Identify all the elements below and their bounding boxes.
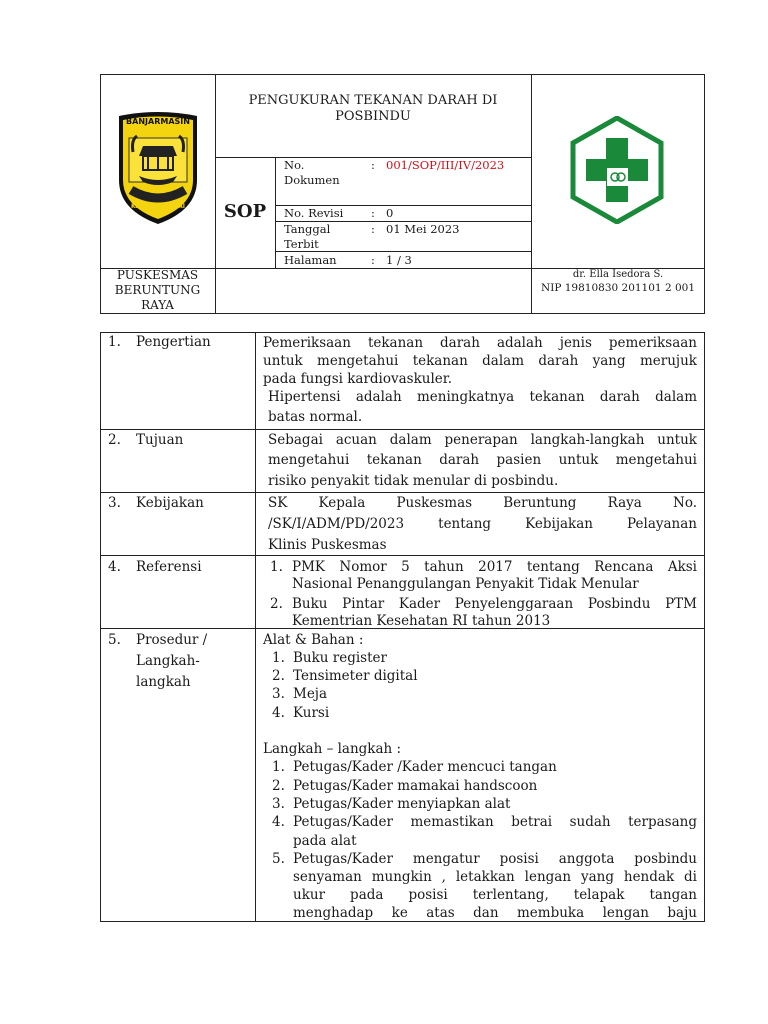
field-label: Halaman xyxy=(284,253,337,267)
section-line: Klinis Puskesmas xyxy=(268,537,387,553)
health-logo xyxy=(570,116,664,224)
revision-value: 0 xyxy=(386,206,394,220)
step-line: Petugas/Kader /Kader mencuci tangan xyxy=(293,759,557,775)
field-sep: : xyxy=(371,158,375,172)
org-name-line2: BERUNTUNG xyxy=(114,283,201,297)
list-item: Kementrian Kesehatan RI tahun 2013 xyxy=(292,613,551,629)
field-label: Tanggal xyxy=(284,222,331,236)
step-line: pada alat xyxy=(293,833,357,849)
field-label: No. xyxy=(284,158,305,172)
list-item: Buku register xyxy=(293,650,387,666)
field-label: Dokumen xyxy=(284,173,340,187)
org-name-line3: RAYA xyxy=(141,298,174,312)
logo-top-text: BANJARMASIN xyxy=(126,117,190,126)
list-item: Meja xyxy=(293,686,328,702)
tools-heading: Alat & Bahan : xyxy=(263,632,364,648)
field-sep: : xyxy=(371,253,375,267)
list-item: Kursi xyxy=(293,705,330,721)
section-number: 4. xyxy=(108,559,121,575)
section-line: /SK/I/ADM/PD/2023 tentang Kebijakan Pelayanan xyxy=(268,516,697,532)
list-number: 1. xyxy=(270,559,283,575)
section-title: Pengertian xyxy=(136,334,211,350)
list-number: 5. xyxy=(272,851,285,867)
signer-name: dr. Ella Isedora S. xyxy=(572,269,664,280)
section-line: mengetahui tekanan darah pasien untuk mengetahui xyxy=(268,452,697,468)
section-title: Langkah- xyxy=(136,653,200,669)
step-line: Petugas/Kader menyiapkan alat xyxy=(293,796,511,812)
field-sep: : xyxy=(371,206,375,220)
section-line: batas normal. xyxy=(268,409,363,425)
section-title: Prosedur / xyxy=(136,632,208,648)
list-item: Buku Pintar Kader Penyelenggaraan Posbindu PTM xyxy=(292,596,697,612)
section-line: SK Kepala Puskesmas Beruntung Raya No. xyxy=(268,495,697,511)
section-line: Hipertensi adalah meningkatnya tekanan darah dalam xyxy=(268,389,697,405)
list-number: 4. xyxy=(272,814,285,830)
list-item: PMK Nomor 5 tahun 2017 tentang Rencana Aksi xyxy=(292,559,697,575)
section-number: 5. xyxy=(108,632,121,648)
city-logo xyxy=(113,110,203,228)
list-item: Tensimeter digital xyxy=(293,668,418,684)
step-line: senyaman mungkin , letakkan lengan yang hendak di xyxy=(293,869,697,885)
list-number: 1. xyxy=(272,759,285,775)
section-title: Referensi xyxy=(136,559,202,575)
list-number: 3. xyxy=(272,686,285,702)
section-number: 1. xyxy=(108,334,121,350)
step-line: ukur pada posisi terlentang, telapak tangan xyxy=(293,887,697,903)
page-value: 1 / 3 xyxy=(386,253,412,267)
section-number: 2. xyxy=(108,432,121,448)
section-line: risiko penyakit tidak menular di posbindu. xyxy=(268,473,559,489)
step-line: menghadap ke atas dan membuka lengan baju xyxy=(293,905,697,921)
list-number: 1. xyxy=(272,650,285,666)
logo-bottom-text: KAYUH BAIMBAI xyxy=(131,203,185,210)
section-title: Tujuan xyxy=(136,432,184,448)
step-line: Petugas/Kader memastikan betrai sudah terpasang xyxy=(293,814,697,830)
page-title-line2: POSBINDU xyxy=(335,109,411,124)
field-sep: : xyxy=(371,222,375,236)
page-title-line1: PENGUKURAN TEKANAN DARAH DI xyxy=(248,93,498,108)
list-item: Nasional Penanggulangan Penyakit Tidak Menular xyxy=(292,576,639,592)
list-number: 2. xyxy=(272,668,285,684)
section-number: 3. xyxy=(108,495,121,511)
list-number: 3. xyxy=(272,796,285,812)
section-line: Sebagai acuan dalam penerapan langkah-langkah untuk xyxy=(268,432,697,448)
section-line: untuk mengetahui tekanan dalam darah yang merujuk xyxy=(263,353,697,369)
signer-nip: NIP 19810830 201101 2 001 xyxy=(541,282,695,294)
issue-date-value: 01 Mei 2023 xyxy=(386,222,460,236)
step-line: Petugas/Kader mengatur posisi anggota posbindu xyxy=(293,851,697,867)
org-name-line1: PUSKESMAS xyxy=(116,268,199,282)
list-number: 2. xyxy=(272,778,285,794)
section-line: pada fungsi kardiovaskuler. xyxy=(263,371,453,387)
sop-label: SOP xyxy=(223,201,267,222)
field-label: No. Revisi xyxy=(284,206,344,220)
step-line: Petugas/Kader mamakai handscoon xyxy=(293,778,538,794)
list-number: 4. xyxy=(272,705,285,721)
steps-heading: Langkah – langkah : xyxy=(263,741,402,757)
field-label: Terbit xyxy=(284,237,319,251)
list-number: 2. xyxy=(270,596,283,612)
section-title: Kebijakan xyxy=(136,495,204,511)
document-number: 001/SOP/III/IV/2023 xyxy=(386,158,505,172)
section-line: Pemeriksaan tekanan darah adalah jenis pemeriksaan xyxy=(263,335,697,351)
section-title: langkah xyxy=(136,674,191,690)
